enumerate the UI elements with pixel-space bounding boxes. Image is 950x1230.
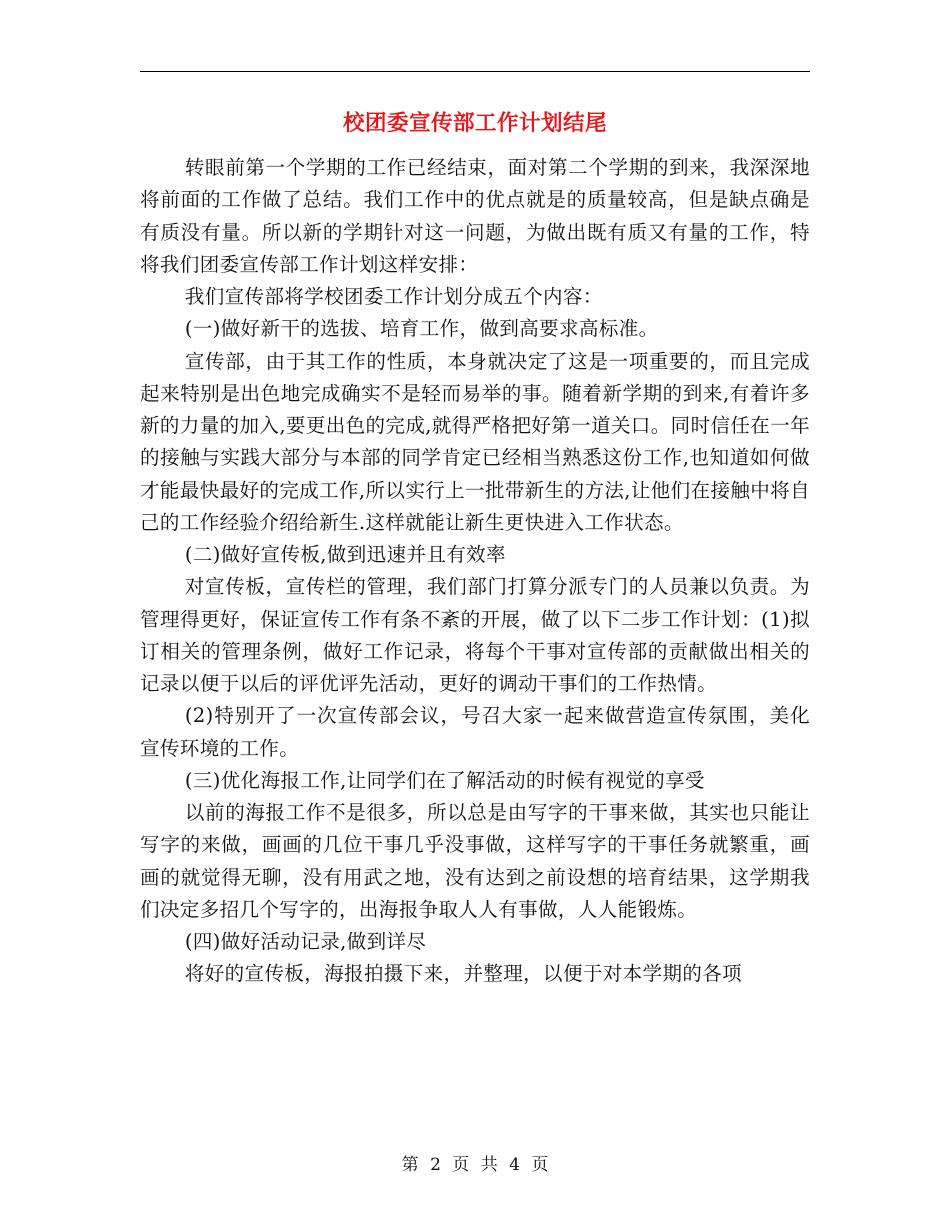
section-heading: (一)做好新干的选拔、培育工作，做到高要求高标准。 <box>184 317 659 341</box>
paragraph: 我们宣传部将学校团委工作计划分成五个内容： <box>184 285 603 308</box>
section-heading: (三)优化海报工作,让同学们在了解活动的时候有视觉的享受 <box>184 768 705 792</box>
section-heading: (二)做好宣传板,做到迅速并且有效率 <box>184 543 506 566</box>
paragraph: 将好的宣传板，海报拍摄下来，并整理，以便于对本学期的各项 <box>184 962 743 986</box>
paragraph: (2)特别开了一次宣传部会议，号召大家一起来做营造宣传氛围，美化宣传环境的工作。 <box>140 704 810 760</box>
paragraph: 转眼前第一个学期的工作已经结束，面对第二个学期的到来，我深深地将前面的工作做了总结。我们工作中的优点就是的质量较高，但是缺点确是有质没有量。所以新的学期针对这一问题，为做出既有质又有量的工作，特将我们团委宣传部工作计划这样安排： <box>140 156 810 276</box>
header-rule <box>140 71 810 72</box>
paragraph: 对宣传板，宣传栏的管理，我们部门打算分派专门的人员兼以负责。为管理得更好，保证宣传工作有条不紊的开展，做了以下二步工作计划：(1)拟订相关的管理条例，做好工作记录，将每个干事对宣传部的贡献做出相关的记录以便于以后的评优评先活动，更好的调动干事们的工作热情。 <box>140 575 810 695</box>
paragraph: 以前的海报工作不是很多，所以总是由写字的干事来做，其实也只能让写字的来做，画画的几位干事几乎没事做，这样写字的干事任务就繁重，画画的就觉得无聊，没有用武之地，没有达到之前设想的培育结果，这学期我们决定多招几个写字的，出海报争取人人有事做，人人能锻炼。 <box>140 801 810 921</box>
document-title: 校团委宣传部工作计划结尾 <box>342 111 607 136</box>
paragraph: 宣传部，由于其工作的性质，本身就决定了这是一项重要的，而且完成起来特别是出色地完成确实不是轻而易举的事。随着新学期的到来,有着许多新的力量的加入,要更出色的完成,就得严格把好第一道关口。同时信任在一年的接触与实践大部分与本部的同学肯定已经相当熟悉这份工作,也知道如何做才能最快最好的完成工作,所以实行上一批带新生的方法,让他们在接触中将自己的工作经验介绍给新生.这样就能让新生更快进入工作状态。 <box>140 349 810 534</box>
section-heading: (四)做好活动记录,做到详尽 <box>184 930 427 953</box>
document-body <box>140 152 810 991</box>
page-number-footer: 第 2 页 共 4 页 <box>401 1155 549 1175</box>
